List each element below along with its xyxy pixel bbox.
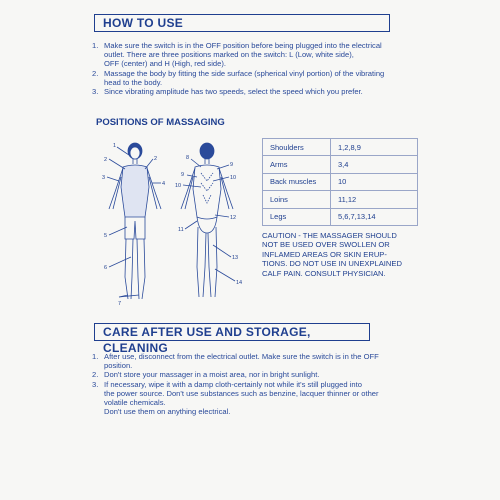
- label-14: 14: [236, 280, 243, 286]
- label-8: 8: [186, 155, 190, 161]
- step-number: 1.: [92, 41, 99, 50]
- care-heading: CARE AFTER USE AND STORAGE, CLEANING: [94, 323, 370, 341]
- caution-line: CAUTION - THE MASSAGER SHOULD: [262, 231, 397, 240]
- points-cell: 3,4: [331, 156, 418, 173]
- points-cell: 10: [331, 173, 418, 190]
- caution-line: TIONS. DO NOT USE IN UNEXPLAINED: [262, 259, 402, 269]
- caution-notice: [262, 231, 422, 278]
- label-13: 13: [232, 255, 239, 261]
- table-row: [263, 191, 418, 208]
- body-part-cell: Arms: [263, 156, 331, 173]
- label-10b: 10: [175, 183, 182, 189]
- care-steps: [92, 352, 408, 416]
- body-part-cell: Loins: [263, 191, 331, 208]
- step-line: Since vibrating amplitude has two speeds, select the speed which you prefer.: [104, 87, 363, 97]
- label-5: 5: [104, 233, 108, 239]
- step-number: 2.: [92, 68, 99, 78]
- care-step-3: [92, 380, 408, 417]
- step-line: volatile chemicals.: [104, 398, 166, 408]
- front-face: [130, 147, 140, 159]
- front-figure: [107, 143, 161, 299]
- label-12: 12: [230, 215, 237, 221]
- step-line: position.: [104, 361, 133, 371]
- label-9b: 9: [181, 172, 185, 178]
- body-figures-diagram: [95, 137, 255, 307]
- step-line: the power source. Don't use substances such as benzine, lacquer thinner or other: [104, 388, 379, 398]
- table-row: [263, 156, 418, 173]
- label-1: 1: [113, 143, 117, 149]
- back-hair: [200, 143, 214, 159]
- step-line: After use, disconnect from the electrical outlet. Make sure the switch is in the OFF: [104, 352, 379, 361]
- label-9: 9: [230, 162, 234, 168]
- step-number: 1.: [92, 352, 99, 361]
- label-6: 6: [104, 265, 108, 271]
- label-2: 2: [104, 157, 108, 163]
- table-row: [263, 139, 418, 156]
- back-figure: [181, 143, 235, 297]
- caution-line: CALF PAIN. CONSULT PHYSICIAN.: [262, 268, 386, 278]
- step-line: head to the body.: [104, 77, 163, 87]
- points-cell: 11,12: [331, 191, 418, 208]
- care-step-2: [92, 370, 408, 379]
- step-line: If necessary, wipe it with a damp cloth-certainly not while it's still plugged into: [104, 379, 362, 389]
- points-cell: 5,6,7,13,14: [331, 208, 418, 225]
- step-number: 3.: [92, 379, 99, 389]
- label-4: 4: [162, 181, 166, 187]
- step-line: Make sure the switch is in the OFF position before being plugged into the electrical: [104, 41, 382, 50]
- label-7: 7: [118, 301, 122, 307]
- label-11: 11: [178, 227, 184, 233]
- label-2b: 2: [154, 156, 158, 162]
- label-10: 10: [230, 175, 237, 181]
- body-part-cell: Legs: [263, 208, 331, 225]
- points-cell: 1,2,8,9: [331, 139, 418, 156]
- how-to-use-steps: [92, 41, 412, 96]
- how-to-use-step-1: [92, 41, 412, 69]
- step-line: Don't use them on anything electrical.: [104, 407, 231, 417]
- positions-table: [262, 138, 418, 226]
- table-row: [263, 173, 418, 190]
- care-step-1: [92, 352, 408, 370]
- how-to-use-step-2: [92, 69, 412, 87]
- step-line: OFF (center) and H (High, red side).: [104, 59, 226, 69]
- step-line: outlet. There are three positions marked on the switch: L (Low, white side),: [104, 50, 354, 60]
- how-to-use-heading: HOW TO USE: [94, 14, 390, 32]
- back-figure-labels: [175, 155, 242, 286]
- step-line: Don't store your massager in a moist area, nor in bright sunlight.: [104, 370, 320, 380]
- step-line: Massage the body by fitting the side surface (spherical vinyl portion) of the vibrating: [104, 68, 385, 78]
- front-torso: [121, 165, 149, 217]
- step-number: 3.: [92, 87, 99, 97]
- step-number: 2.: [92, 370, 99, 380]
- back-pattern: [201, 173, 213, 203]
- body-part-cell: Back muscles: [263, 173, 331, 190]
- how-to-use-step-3: [92, 87, 412, 96]
- table-row: [263, 208, 418, 225]
- caution-line: INFLAMED AREAS OR SKIN ERUP-: [262, 249, 387, 259]
- body-part-cell: Shoulders: [263, 139, 331, 156]
- caution-line: NOT BE USED OVER SWOLLEN OR: [262, 240, 390, 250]
- positions-heading: POSITIONS OF MASSAGING: [96, 117, 225, 128]
- back-torso: [193, 165, 221, 219]
- label-3: 3: [102, 175, 106, 181]
